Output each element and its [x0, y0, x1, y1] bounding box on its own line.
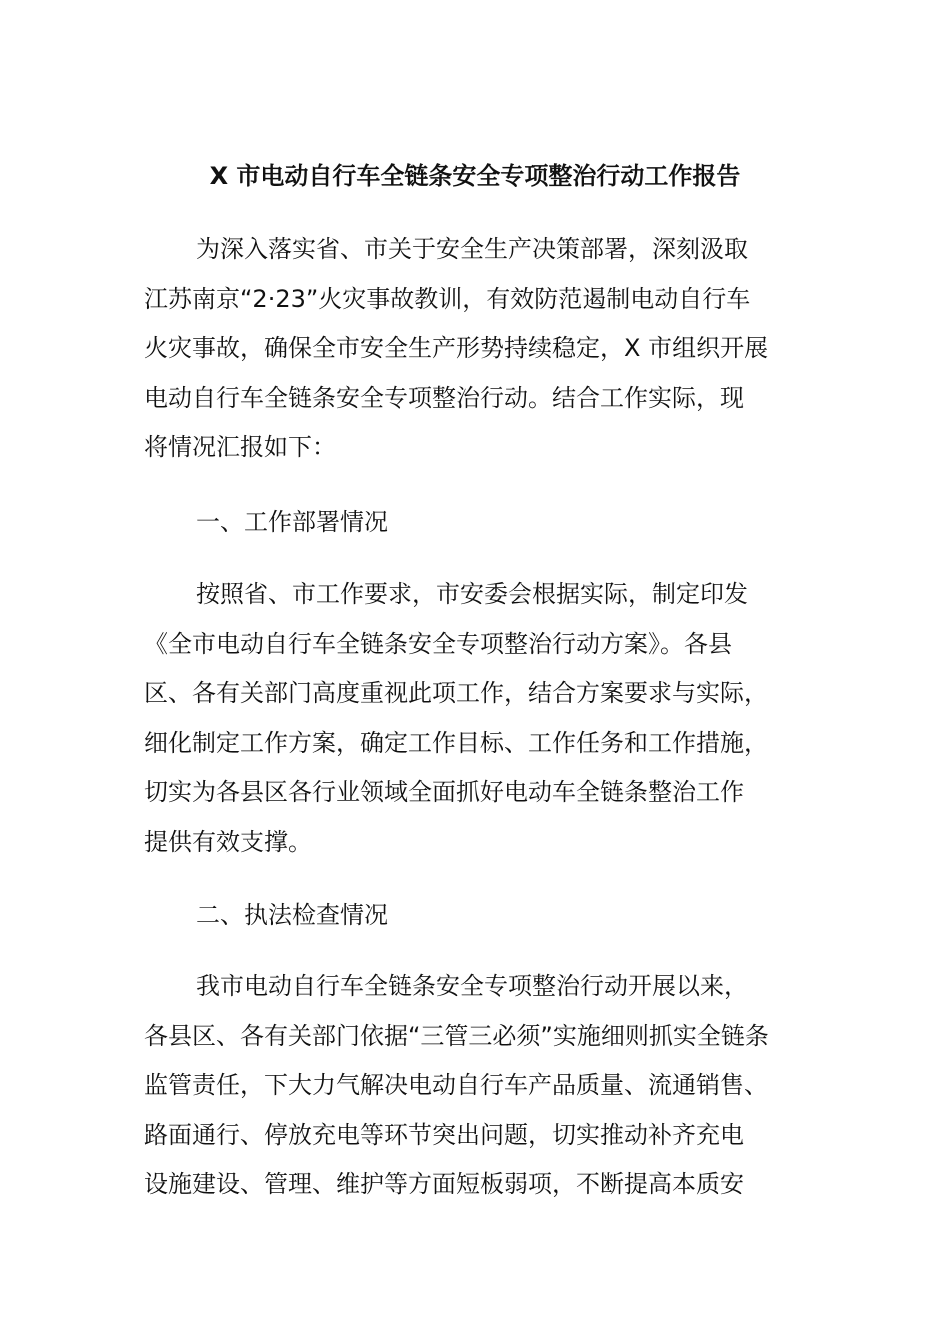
- section-heading-deployment: 一、工作部署情况: [196, 508, 388, 536]
- paragraph-line: 火灾事故，确保全市安全生产形势持续稳定，X 市组织开展: [144, 334, 769, 362]
- paragraph-line: 按照省、市工作要求，市安委会根据实际，制定印发: [196, 580, 748, 608]
- paragraph-line: 细化制定工作方案，确定工作目标、工作任务和工作措施，: [144, 728, 768, 757]
- paragraph-line: 为深入落实省、市关于安全生产决策部署，深刻汲取: [196, 235, 748, 263]
- paragraph-line: 路面通行、停放充电等环节突出问题，切实推动补齐充电: [144, 1120, 744, 1149]
- paragraph-line: 切实为各县区各行业领域全面抓好电动车全链条整治工作: [144, 778, 744, 806]
- intro-paragraph: [144, 225, 814, 473]
- paragraph-line: 监管责任，下大力气解决电动自行车产品质量、流通销售、: [144, 1071, 768, 1099]
- section-heading-enforcement: 二、执法检查情况: [196, 901, 388, 929]
- paragraph-line: 提供有效支撑。: [144, 827, 312, 856]
- paragraph-line: 将情况汇报如下：: [144, 433, 336, 461]
- paragraph-line: 各县区、各有关部门依据“三管三必须”实施细则抓实全链条: [144, 1021, 769, 1050]
- paragraph-line: 区、各有关部门高度重视此项工作，结合方案要求与实际，: [144, 679, 768, 707]
- section-enforcement-paragraph: [144, 962, 814, 1210]
- section-deployment-paragraph: [144, 570, 814, 867]
- paragraph-line: 电动自行车全链条安全专项整治行动。结合工作实际，现: [144, 383, 744, 412]
- paragraph-line: 《全市电动自行车全链条安全专项整治行动方案》。各县: [144, 629, 732, 658]
- document-title: X 市电动自行车全链条安全专项整治行动工作报告: [209, 162, 741, 190]
- paragraph-line: 我市电动自行车全链条安全专项整治行动开展以来，: [196, 972, 748, 1000]
- paragraph-line: 设施建设、管理、维护等方面短板弱项，不断提高本质安: [144, 1170, 744, 1198]
- paragraph-line: 江苏南京“2·23”火灾事故教训，有效防范遏制电动自行车: [144, 284, 751, 313]
